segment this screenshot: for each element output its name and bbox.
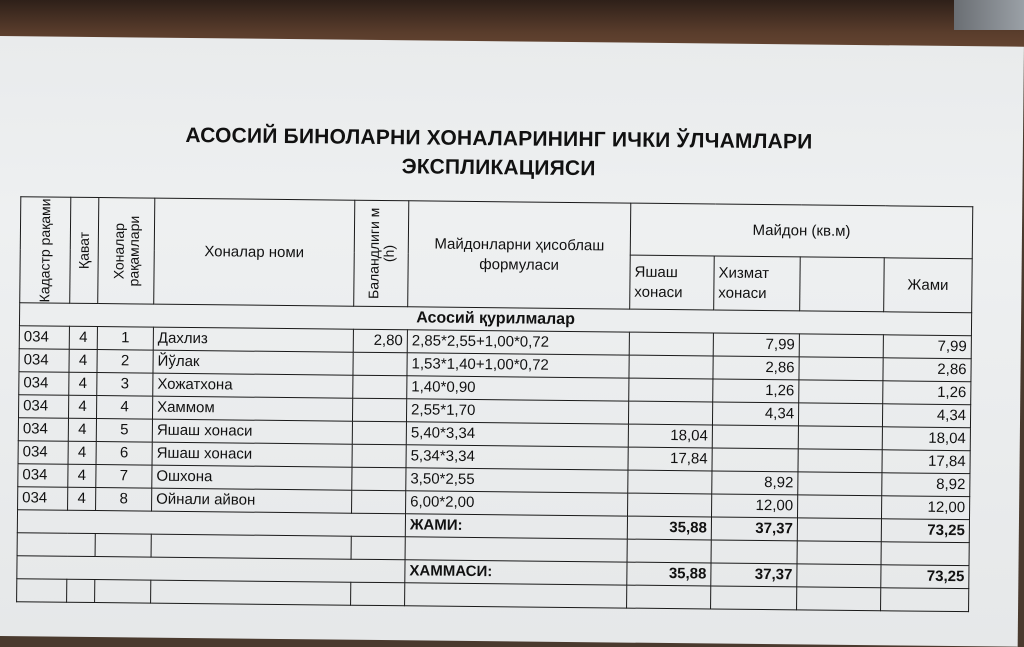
table-cell: 6: [96, 442, 152, 466]
explication-table: [16, 196, 973, 612]
header-cadastre: [20, 197, 71, 304]
header-label: Баландлиги м (h): [364, 207, 397, 300]
table-cell: [798, 426, 882, 450]
table-cell: [352, 398, 406, 422]
table-cell: [353, 352, 407, 376]
table-cell: [353, 375, 407, 399]
header-formula: Майдонларни ҳисоблаш формуласи: [408, 201, 631, 309]
table-cell: 18,04: [628, 424, 712, 448]
table-cell: [627, 539, 711, 563]
table-cell: [712, 448, 798, 472]
table-cell: 2,86: [713, 356, 799, 380]
table-cell: 3: [97, 373, 153, 397]
table-cell: Ойнали айвон: [152, 488, 352, 513]
table-cell: [881, 542, 969, 566]
table-cell: [405, 537, 627, 562]
table-cell: [17, 533, 95, 557]
table-cell: [799, 334, 883, 358]
table-cell: 1: [97, 327, 153, 351]
document-sheet: [0, 36, 1024, 647]
table-cell: [151, 534, 351, 559]
table-cell: 4: [68, 418, 96, 441]
table-cell: [628, 493, 712, 517]
table-cell: [798, 449, 882, 473]
table-cell: 4: [68, 441, 96, 464]
table-cell: [881, 588, 969, 612]
table-cell: 7: [96, 465, 152, 489]
table-cell: 12,00: [881, 496, 969, 520]
table-cell: [95, 580, 151, 604]
table-cell: [629, 332, 713, 356]
table-cell: 8: [96, 488, 152, 512]
table-cell: 034: [19, 372, 69, 396]
header-floor: [70, 197, 99, 303]
table-cell: [352, 490, 406, 514]
header-area: Майдон (кв.м): [630, 203, 973, 259]
table-cell: 4: [96, 396, 152, 420]
grand-total-label: ХАММАСИ:: [405, 560, 627, 585]
header-height: [354, 200, 409, 307]
table-cell: 034: [19, 326, 69, 350]
table-cell: [151, 580, 351, 605]
subtotal-label: ЖАМИ:: [405, 514, 627, 539]
table-cell: 1,53*1,40+1,00*0,72: [407, 353, 629, 378]
subtotal-living: 35,88: [627, 516, 711, 540]
table-cell: [711, 586, 797, 610]
table-cell: 12,00: [712, 494, 798, 518]
table-cell: Ошхона: [152, 465, 352, 490]
table-cell: [798, 472, 882, 496]
table-cell: [352, 421, 406, 445]
table-cell: [628, 401, 712, 425]
table-cell: [797, 541, 881, 565]
table-cell: 6,00*2,00: [406, 491, 628, 516]
background-object: [954, 0, 1024, 30]
section-label: Асосий қурилмалар: [19, 303, 971, 336]
header-label: Хоналар рақамлари: [109, 215, 142, 287]
header-blank: [800, 257, 885, 312]
table-cell: Яшаш хонаси: [152, 442, 352, 467]
table-cell: Яшаш хонаси: [152, 419, 352, 444]
table-cell: 034: [19, 395, 69, 419]
header-label: Қават: [75, 231, 92, 270]
table-cell: [17, 579, 67, 603]
table-cell: [352, 444, 406, 468]
table-cell: [797, 587, 881, 611]
table-cell: 4,34: [882, 404, 970, 428]
table-cell: [799, 380, 883, 404]
table-cell: 034: [18, 487, 68, 511]
table-cell: [67, 579, 95, 602]
table-cell: [797, 495, 881, 519]
document-title-line1: АСОСИЙ БИНОЛАРНИ ХОНАЛАРИНИНГ ИЧКИ ЎЛЧАМЛАРИ: [185, 123, 813, 154]
header-room-name: Хоналар номи: [154, 198, 355, 306]
table-cell: 8,92: [712, 471, 798, 495]
header-room-number: [98, 198, 155, 305]
table-cell: 5,40*3,34: [406, 422, 628, 447]
table-cell: Хаммом: [152, 396, 352, 421]
table-cell: 4: [68, 487, 96, 510]
table-cell: [797, 564, 881, 588]
table-cell: 8,92: [882, 473, 970, 497]
table-cell: 4: [69, 372, 97, 395]
table-cell: 1,26: [713, 379, 799, 403]
table-cell: 034: [18, 464, 68, 488]
table-cell: 4,34: [712, 402, 798, 426]
table-cell: [629, 355, 713, 379]
table-cell: 7,99: [713, 333, 799, 357]
table-cell: 034: [19, 349, 69, 373]
table-cell: 2,55*1,70: [406, 399, 628, 424]
table-cell: [711, 540, 797, 564]
header-label: Кадастр рақами: [36, 197, 54, 303]
header-total: Жами: [884, 258, 973, 313]
subtotal-total: 73,25: [881, 519, 969, 543]
table-cell: Хожатхона: [153, 373, 353, 398]
table-cell: 7,99: [883, 335, 971, 359]
table-cell: 1,40*0,90: [407, 376, 629, 401]
table-cell: 4: [68, 464, 96, 487]
table-cell: 2,85*2,55+1,00*0,72: [407, 330, 629, 355]
table-cell: [351, 582, 405, 606]
grand-total-living: 35,88: [627, 562, 711, 586]
table-cell: [628, 470, 712, 494]
table-cell: Дахлиз: [153, 327, 353, 352]
table-cell: 17,84: [628, 447, 712, 471]
table-cell: 18,04: [882, 427, 970, 451]
table-cell: [799, 357, 883, 381]
table-cell: [405, 583, 627, 608]
table-cell: [352, 467, 406, 491]
table-cell: 1,26: [883, 381, 971, 405]
table-cell: 034: [18, 441, 68, 465]
document-title-line2: ЭКСПЛИКАЦИЯСИ: [401, 155, 596, 181]
header-service: Хизмат хонаси: [714, 256, 801, 311]
header-living: Яшаш хонаси: [630, 255, 715, 310]
table-cell: 2: [97, 350, 153, 374]
table-cell: [712, 425, 798, 449]
grand-total-service: 37,37: [711, 563, 797, 587]
table-cell: Йўлак: [153, 350, 353, 375]
table-cell: 17,84: [882, 450, 970, 474]
subtotal-service: 37,37: [711, 517, 797, 541]
table-cell: [627, 585, 711, 609]
table-cell: [629, 378, 713, 402]
table-cell: 034: [18, 418, 68, 442]
table-cell: 5,34*3,34: [406, 445, 628, 470]
table-cell: 2,80: [353, 329, 407, 353]
table-cell: 4: [69, 326, 97, 349]
table-cell: [351, 536, 405, 560]
table-cell: 3,50*2,55: [406, 468, 628, 493]
table-cell: 4: [69, 395, 97, 418]
table-cell: 5: [96, 419, 152, 443]
grand-total-total: 73,25: [881, 565, 969, 589]
table-cell: 2,86: [883, 358, 971, 382]
table-cell: 4: [69, 349, 97, 372]
table-cell: [798, 403, 882, 427]
table-cell: [797, 518, 881, 542]
table-cell: [95, 534, 151, 558]
